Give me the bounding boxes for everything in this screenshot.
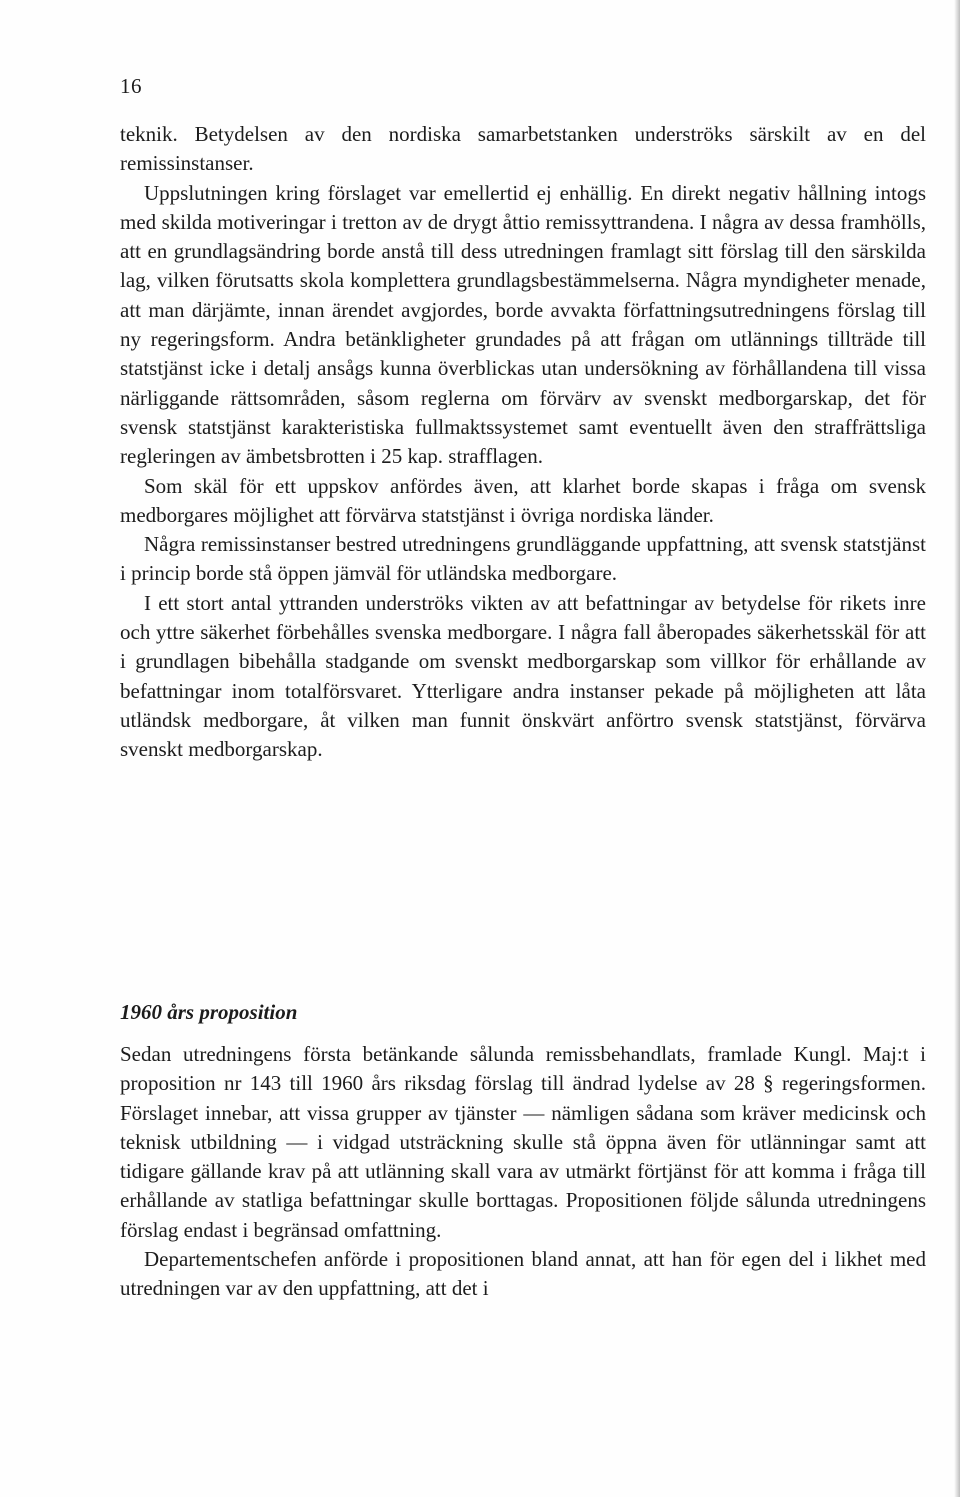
paragraph: Sedan utredningens första betänkande sålunda remissbehandlats, framlade Kungl. Maj:t i proposition nr 143 till 1960 års riksdag förslag till ändrad lydelse av 28 § regeringsformen. Förslaget innebar, att vissa grupper av tjänster — nämligen sådana som kräver medicinsk och teknisk utbildning — i vidgad utsträckning skulle stå öppna även för utlänningar samt att tidigare gällande krav på att utlänning skall vara av utmärkt förtjänst för att komma i fråga till erhållande av statliga befattningar skulle borttagas. Propositionen följde sålunda utredningens förslag endast i begränsad omfattning. bbox=[120, 1042, 926, 1242]
paragraph: I ett stort antal yttranden underströks vikten av att befattningar av betydelse för rikets inre och yttre säkerhet förbehålles svenska medborgare. I några fall åberopades säkerhetsskäl för att i grundlagen bibehålla stadgande om svenskt medborgarskap som villkor för erhållande av befattningar inom totalförsvaret. Ytterligare andra instanser pekade på möjligheten att låta utländsk medborgare, åt vilken man funnit önskvärt anförtro svensk statstjänst, förvärva svenskt medborgarskap. bbox=[120, 590, 926, 762]
section-body-text bbox=[120, 1040, 926, 1304]
paragraph: Uppslutningen kring förslaget var emellertid ej enhällig. En direkt negativ hållning intogs med skilda motiveringar i tretton av de drygt åttio remissyttrandena. I några av dessa framhölls, att en grundlagsändring borde anstå till dess utredningen framlagt sitt förslag till den särskilda lag, vilken förutsatts skola komplettera grundlagsbestämmelserna. Några myndigheter menade, att man därjämte, innan ärendet avgjordes, borde avvakta författningsutredningens förslag till ny regeringsform. Andra betänkligheter grundades på att frågan om utlännings tillträde till statstjänst icke i detalj ansågs kunna överblickas utan undersökning av förhållandena till vissa närliggande rättsområden, såsom reglerna om förvärv av svenskt medborgarskap, det för svensk statstjänst karakteristiska fullmaktssystemet samt eventuellt även den straffrättsliga regleringen av ämbetsbrotten i 25 kap. strafflagen. bbox=[120, 180, 926, 469]
paragraph: Departementschefen anförde i propositionen bland annat, att han för egen del i likhet med utredningen var av den uppfattning, att det i bbox=[120, 1247, 926, 1301]
main-body-text bbox=[120, 120, 926, 765]
paragraph: Några remissinstanser bestred utredningens grundläggande uppfattning, att svensk statstjänst i princip borde stå öppen jämväl för utländska medborgare. bbox=[120, 532, 926, 586]
paragraph: teknik. Betydelsen av den nordiska samarbetstanken underströks särskilt av en del remissinstanser. bbox=[120, 122, 926, 176]
page-edge bbox=[954, 0, 960, 1497]
section-heading: 1960 års proposition bbox=[120, 1000, 298, 1024]
paragraph: Som skäl för ett uppskov anfördes även, att klarhet borde skapas i fråga om svensk medborgares möjlighet att förvärva statstjänst i övriga nordiska länder. bbox=[120, 473, 926, 527]
page-number: 16 bbox=[120, 74, 142, 98]
